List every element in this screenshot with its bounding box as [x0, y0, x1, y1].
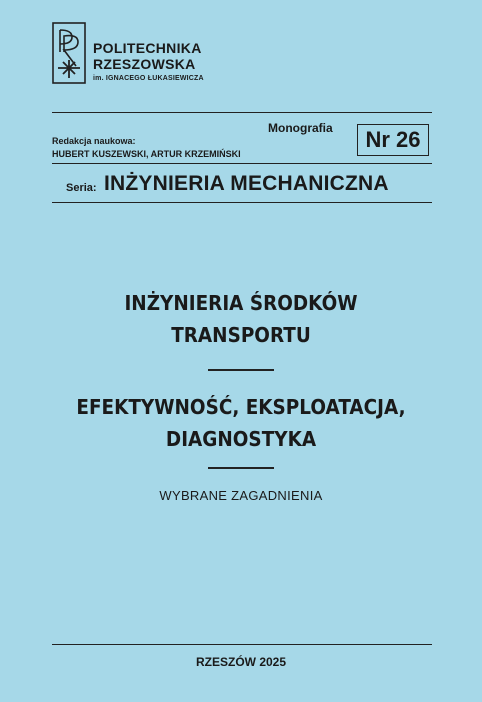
- book-title-line2: TRANSPORTU: [171, 323, 311, 347]
- monograph-number-box: Nr 26: [357, 124, 429, 156]
- monograph-label: Monografia: [268, 121, 333, 135]
- series-top-divider: [52, 163, 432, 164]
- editors-names: HUBERT KUSZEWSKI, ARTUR KRZEMIŃSKI: [52, 149, 241, 159]
- editors-label: Redakcja naukowa:: [52, 136, 136, 146]
- politechnika-logo-icon: [52, 22, 86, 84]
- title-divider: [208, 369, 274, 371]
- publisher-subname: im. IGNACEGO ŁUKASIEWICZA: [93, 75, 204, 82]
- book-title: [19, 287, 462, 351]
- publisher-name-line2: RZESZOWSKA: [93, 56, 196, 72]
- book-subtitle: WYBRANE ZAGADNIENIA: [159, 488, 323, 503]
- book-second-title-line1: EFEKTYWNOŚĆ, EKSPLOATACJA,: [76, 395, 406, 419]
- series-bottom-divider: [52, 202, 432, 203]
- place-year: RZESZÓW 2025: [195, 655, 287, 669]
- publisher-name: [93, 40, 202, 72]
- top-divider: [52, 112, 432, 113]
- series-label: Seria:: [66, 182, 97, 194]
- footer-divider: [52, 644, 432, 645]
- series-title: INŻYNIERIA MECHANICZNA: [104, 172, 389, 195]
- subtitle-divider: [208, 467, 274, 469]
- book-second-title-line2: DIAGNOSTYKA: [165, 427, 317, 451]
- book-title-line1: INŻYNIERIA ŚRODKÓW: [124, 291, 358, 315]
- publisher-name-line1: POLITECHNIKA: [93, 40, 202, 56]
- book-second-title: [19, 391, 462, 455]
